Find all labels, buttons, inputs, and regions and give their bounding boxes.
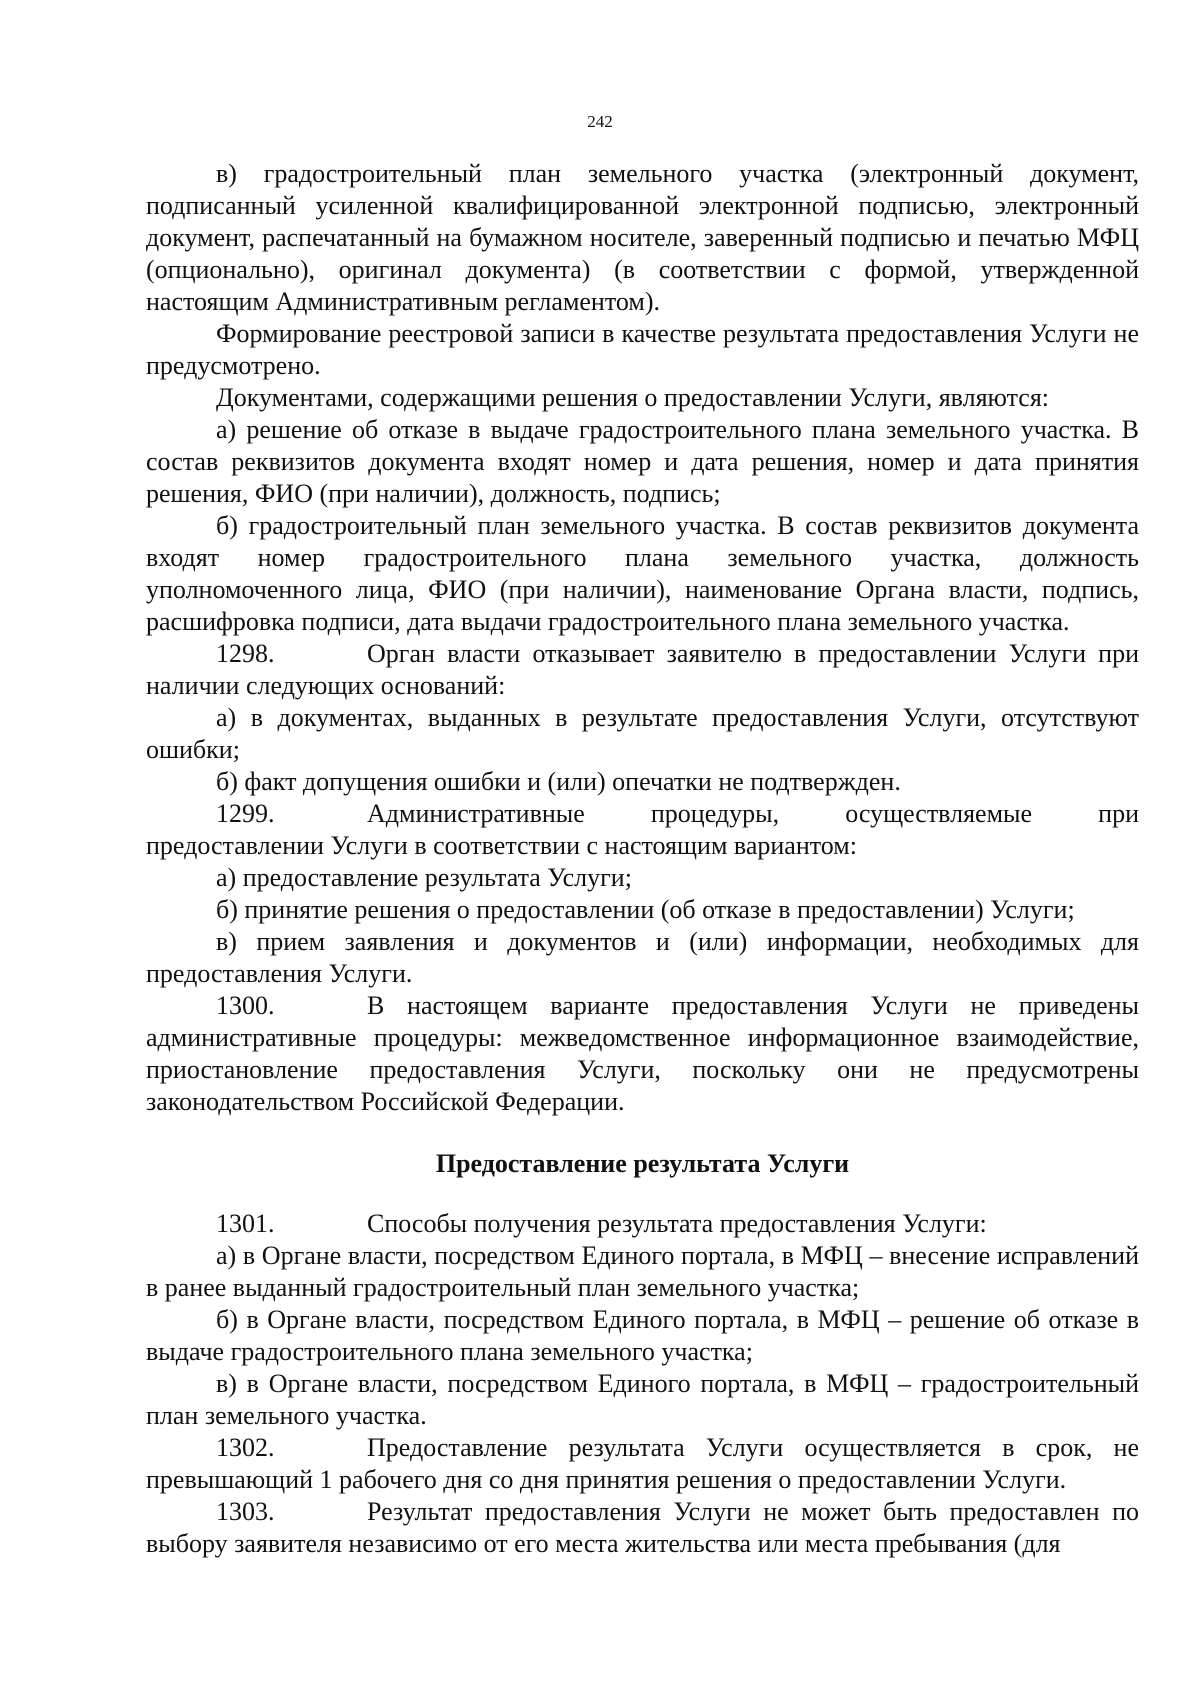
paragraph-number: 1300. [216, 991, 275, 1020]
paragraph-text: б) в Органе власти, посредством Единого портала, в МФЦ – решение об отказе в выдаче градостроительного плана земельного участка; [146, 1305, 1139, 1366]
numbered-paragraph [146, 990, 1139, 1118]
paragraph-text: а) в Органе власти, посредством Единого портала, в МФЦ – внесение исправлений в ранее выданный градостроительный план земельного участка; [146, 1241, 1139, 1302]
paragraph-text: В настоящем варианте предоставления Услуги не приведены административные процедуры: межведомственное информационное взаимодействие, приостановление предоставления Услуги, поскольку они не предусмотрены законодательством Российской Федерации. [146, 991, 1139, 1116]
paragraph [146, 414, 1139, 510]
numbered-paragraph [146, 1432, 1139, 1496]
paragraphs-bottom [146, 1208, 1139, 1560]
paragraph-text: а) предоставление результата Услуги; [216, 863, 632, 892]
paragraph-text: Способы получения результата предоставления Услуги: [367, 1209, 987, 1238]
paragraph [146, 510, 1139, 638]
paragraph [146, 702, 1139, 766]
paragraph-text: б) градостроительный план земельного участка. В состав реквизитов документа входят номер градостроительного плана земельного участка, должность уполномоченного лица, ФИО (при наличии), наименование Органа власти, подпись, расшифровка подписи, дата выдачи градостроительного плана земельного участка. [146, 511, 1139, 636]
paragraph-number: 1301. [216, 1209, 275, 1238]
paragraph [146, 766, 1139, 798]
paragraph-text: Орган власти отказывает заявителю в предоставлении Услуги при наличии следующих оснований: [146, 639, 1139, 700]
paragraph [146, 158, 1139, 318]
paragraph [146, 1304, 1139, 1368]
document-body [146, 158, 1139, 1560]
paragraph-text: Результат предоставления Услуги не может быть предоставлен по выбору заявителя независимо от его места жительства или места пребывания (для [146, 1497, 1139, 1558]
numbered-paragraph [146, 1208, 1139, 1240]
paragraph [146, 1240, 1139, 1304]
paragraph-text: а) в документах, выданных в результате предоставления Услуги, отсутствуют ошибки; [146, 703, 1139, 764]
numbered-paragraph [146, 1496, 1139, 1560]
paragraph-text: б) факт допущения ошибки и (или) опечатки не подтвержден. [216, 767, 901, 796]
paragraph-number: 1303. [216, 1497, 275, 1526]
paragraph [146, 926, 1139, 990]
numbered-paragraph [146, 798, 1139, 862]
paragraph-text: Административные процедуры, осуществляемые при предоставлении Услуги в соответствии с настоящим вариантом: [146, 799, 1139, 860]
paragraph-text: Документами, содержащими решения о предоставлении Услуги, являются: [216, 383, 1050, 412]
numbered-paragraph [146, 638, 1139, 702]
paragraph [146, 862, 1139, 894]
section-heading: Предоставление результата Услуги [435, 1149, 850, 1178]
paragraph-number: 1299. [216, 799, 275, 828]
paragraphs-top [146, 158, 1139, 1118]
paragraph-text: Предоставление результата Услуги осуществляется в срок, не превышающий 1 рабочего дня со дня принятия решения о предоставлении Услуги. [146, 1433, 1139, 1494]
paragraph-number: 1298. [216, 639, 275, 668]
paragraph-text: а) решение об отказе в выдаче градостроительного плана земельного участка. В состав реквизитов документа входят номер и дата решения, номер и дата принятия решения, ФИО (при наличии), должность, подпись; [146, 415, 1139, 508]
paragraph-text: Формирование реестровой записи в качестве результата предоставления Услуги не предусмотрено. [146, 319, 1139, 380]
paragraph [146, 894, 1139, 926]
paragraph [146, 382, 1139, 414]
page-number: 242 [587, 112, 613, 131]
paragraph-number: 1302. [216, 1433, 275, 1462]
paragraph [146, 318, 1139, 382]
paragraph-text: в) прием заявления и документов и (или) информации, необходимых для предоставления Услуги. [146, 927, 1139, 988]
paragraph-text: в) в Органе власти, посредством Единого портала, в МФЦ – градостроительный план земельного участка. [146, 1369, 1139, 1430]
paragraph-text: б) принятие решения о предоставлении (об отказе в предоставлении) Услуги; [216, 895, 1075, 924]
paragraph-text: в) градостроительный план земельного участка (электронный документ, подписанный усиленной квалифицированной электронной подписью, электронный документ, распечатанный на бумажном носителе, заверенный подписью и печатью МФЦ (опционально), оригинал документа) (в соответствии с формой, утвержденной настоящим Административным регламентом). [146, 159, 1139, 316]
paragraph [146, 1368, 1139, 1432]
